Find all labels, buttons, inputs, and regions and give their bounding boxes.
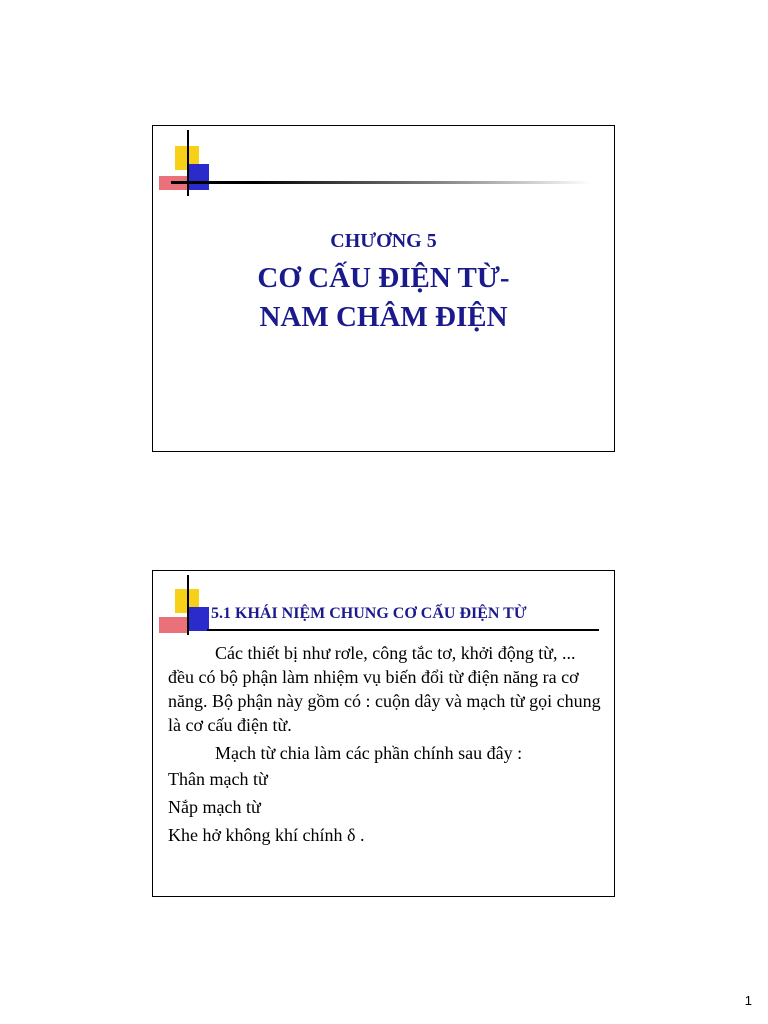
body-paragraph-1 (168, 641, 603, 737)
decor-horizontal-line (171, 181, 591, 184)
section-underline (207, 629, 599, 631)
slide-section-concept (152, 570, 615, 897)
page-number: 1 (744, 993, 752, 1008)
decor-blue-square (187, 607, 209, 631)
body-paragraph-2: Mạch từ chia làm các phần chính sau đây : (215, 743, 523, 763)
decor-red-square (159, 617, 187, 633)
chapter-title-line-1: CƠ CẤU ĐIỆN TỪ- (257, 262, 510, 294)
slide-chapter-title (152, 125, 615, 452)
decor-vertical-line (187, 130, 189, 196)
list-item: Khe hở không khí chính δ . (168, 825, 365, 845)
slide-decoration (153, 126, 616, 206)
list-item: Nắp mạch từ (168, 797, 261, 817)
chapter-title-line-2: NAM CHÂM ĐIỆN (259, 301, 508, 333)
list-item: Thân mạch từ (168, 769, 268, 789)
section-heading: 5.1 KHÁI NIỆM CHUNG CƠ CẤU ĐIỆN TỪ (211, 605, 527, 622)
decor-vertical-line (187, 575, 189, 635)
decor-blue-square (187, 164, 209, 190)
chapter-label: CHƯƠNG 5 (330, 230, 437, 252)
paragraph-1-text: Các thiết bị như rơle, công tắc tơ, khởi động từ, ... đều có bộ phận làm nhiệm vụ biến đổi từ điện năng ra cơ năng. Bộ phận này gồm có : cuộn dây và mạch từ gọi chung là cơ cấu điện từ. (168, 643, 601, 735)
